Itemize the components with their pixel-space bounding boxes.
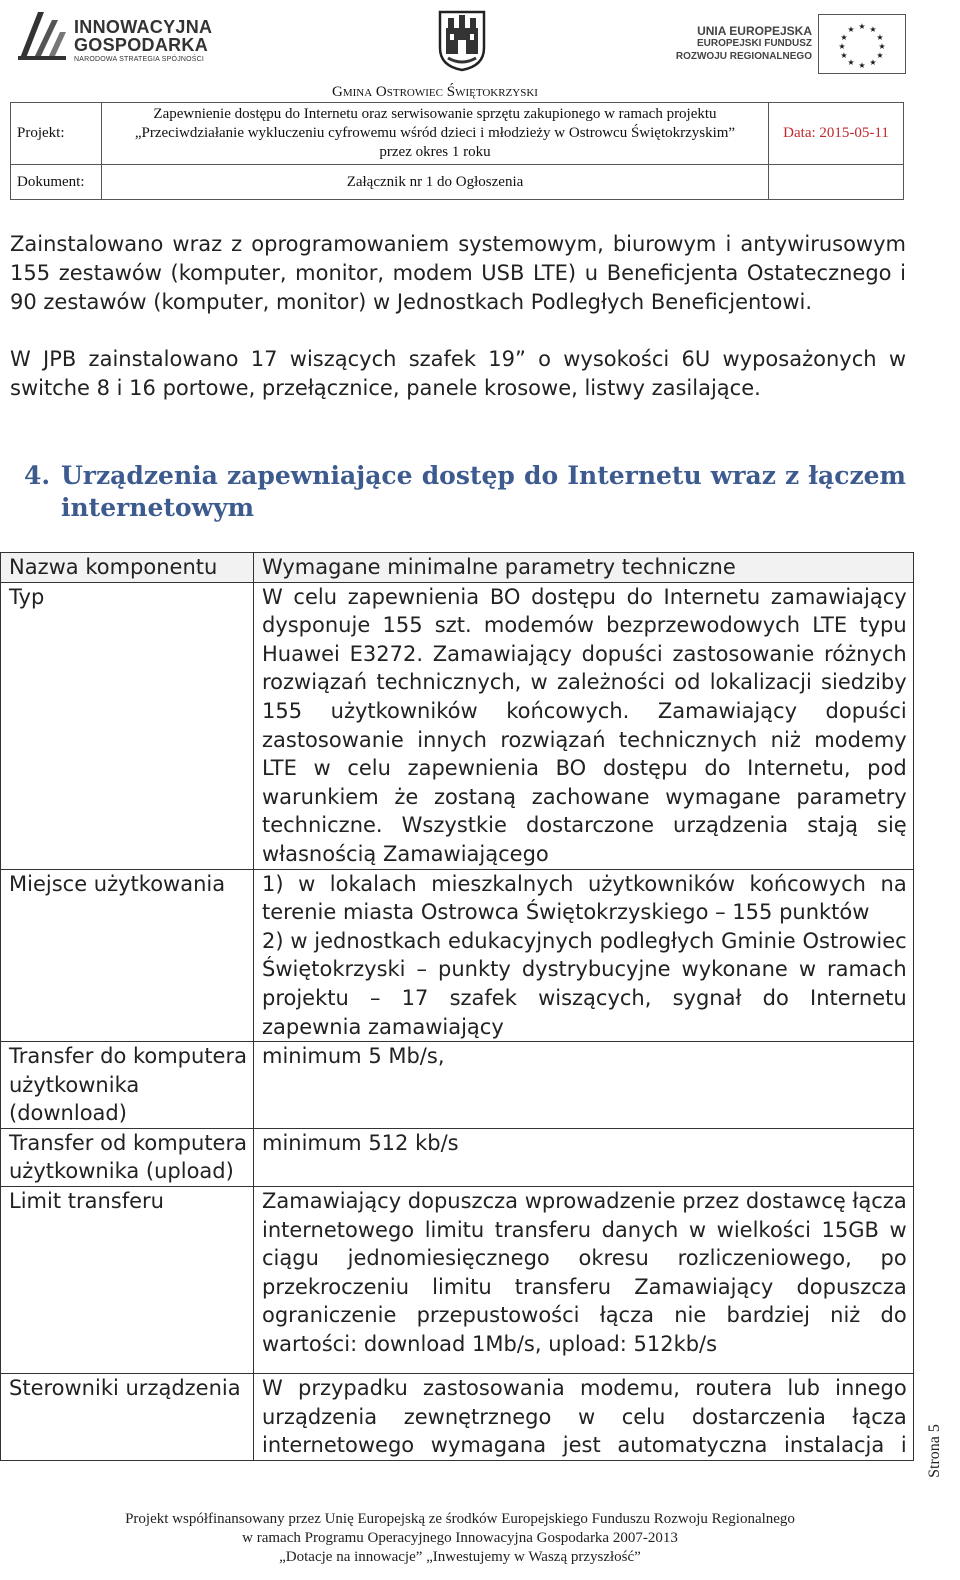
table-header-row [1,553,914,583]
city-crest-emblem [438,10,486,72]
footer-line-1: Projekt współfinansowany przez Unię Europejską ze środków Europejskiego Funduszu Rozwoju Regionalnego [125,1511,795,1527]
row-name-line: użytkownika (upload) [9,1159,234,1184]
row-name-line: Sterowniki urządzenia [9,1376,241,1401]
eu-logo-line-1: UNIA EUROPEJSKA [697,24,812,38]
intro-p1-line-3: 90 zestawów (komputer, monitor) w Jednostkach Podległych Beneficjentowi. [10,290,813,314]
project-title [102,103,769,165]
row-value-line: internetowego wymagana jest automatyczna instalacja i [261,1433,907,1458]
section-heading [24,460,906,526]
table-row [1,1042,914,1129]
svg-text:★: ★ [858,61,866,70]
row-name-line: Miejsce użytkowania [9,871,226,896]
intro-p1-line-1: Zainstalowano wraz z oprogramowaniem systemowym, biurowym i antywirusowym [10,232,906,256]
row-name-upload [1,1128,254,1186]
eu-flag-icon [818,14,906,74]
footer-line-3: „Dotacje na innowacje” „Inwestujemy w Waszą przyszłość” [279,1549,641,1565]
row-value-line: Huawei E3272. Zamawiający dopuści zastosowanie różnych [261,641,907,666]
row-name-typ [1,582,254,869]
row-value-download [253,1042,913,1129]
row-value-line: projektu – 17 szafek wiszących, sygnał do Internetu [261,985,907,1010]
row-value-line: zapewnia zamawiający [261,1014,504,1039]
project-title-line-1: Zapewnienie dostępu do Internetu oraz serwisowanie sprzętu zakupionego w ramach projektu [153,106,717,122]
project-title-line-3: przez okres 1 roku [379,144,491,160]
intro-p2-line-2: switche 8 i 16 portowe, przełącznice, panele krosowe, listwy zasilające. [10,376,761,400]
row-value-line: ograniczenie przepustowości łącza nie bardziej niż do [261,1303,907,1328]
row-value-line: zastosowanie innych rozwiązań technicznych niż modemy [261,727,907,752]
page-number-text: Strona 5 [925,1424,943,1478]
eu-logo-line-2: EUROPEJSKI FUNDUSZ [696,38,812,49]
table-header-component: Nazwa komponentu [1,553,254,583]
row-value-sterowniki [253,1374,913,1461]
row-value-line: Świętokrzyski – punkty dystrybucyjne wykonane w ramach [261,957,907,982]
page-number-label [925,1420,954,1490]
row-name-miejsce [1,869,254,1042]
intro-paragraph-2 [10,345,906,403]
row-value-line: wartości: download 1Mb/s, upload: 512kb/s [261,1332,718,1357]
row-name-line: (download) [9,1101,127,1126]
svg-text:★: ★ [847,58,855,67]
document-value: Załącznik nr 1 do Ogłoszenia [102,165,769,200]
table-row [1,869,914,1042]
row-value-line: przekroczeniu limitu transferu Zamawiający dopuszcza [261,1274,907,1299]
row-value-line: LTE w celu zapewnienia BO dostępu do Internetu, pod [261,756,907,781]
innowacyjna-gospodarka-logo [12,2,232,72]
document-date: Data: 2015-05-11 [769,103,904,165]
row-value-line: terenie miasta Ostrowca Świętokrzyskiego – 155 punktów [261,900,870,925]
row-name-sterowniki [1,1374,254,1461]
row-name-line: użytkownika [9,1072,140,1097]
row-value-line: minimum 5 Mb/s, [261,1044,445,1069]
document-header-table [10,82,904,200]
table-row [1,1187,914,1374]
project-label: Projekt: [11,103,102,165]
row-value-line: 2) w jednostkach edukacyjnych podległych Gminie Ostrowiec [261,928,907,953]
svg-text:★: ★ [840,33,848,42]
logo-line-3: NARODOWA STRATEGIA SPÓJNOŚCI [74,56,205,63]
row-name-download [1,1042,254,1129]
row-name-line: Typ [9,584,45,609]
row-value-line: 1) w lokalach mieszkalnych użytkowników końcowych na [261,871,907,896]
svg-text:★: ★ [838,42,846,51]
row-value-line: ciągu jednomiesięcznego okresu rozliczeniowego, po [261,1246,907,1271]
requirements-table [0,552,914,1461]
svg-text:★: ★ [869,58,877,67]
intro-p1-line-2: 155 zestawów (komputer, monitor, modem USB LTE) u Beneficjenta Ostatecznego i [10,261,906,285]
section-number: 4. [24,461,51,490]
eu-logo-line-3: ROZWOJU REGIONALNEGO [675,51,812,62]
svg-text:★: ★ [858,22,866,31]
section-title-line-2: internetowym [61,493,255,522]
row-value-line: internetowego limitu transferu danych w wielkości 15GB w [261,1217,907,1242]
row-value-line: Zamawiający dopuszcza wprowadzenie przez dostawcę łącza [261,1189,907,1214]
row-value-line: techniczne. Wszystkie dostarczone urządzenia stają się [261,813,907,838]
eu-logo [660,12,910,78]
table-header-parameters: Wymagane minimalne parametry techniczne [253,553,913,583]
intro-p2-line-1: W JPB zainstalowano 17 wiszących szafek 19” o wysokości 6U wyposażonych w [10,347,906,371]
row-value-line: warunkiem że zostaną zachowane wymagane parametry [261,784,907,809]
row-value-line: własnością Zamawiającego [261,841,549,866]
svg-text:★: ★ [878,42,886,51]
logo-line-1: INNOWACYJNA [74,17,213,37]
row-name-line: Limit transferu [9,1189,164,1214]
row-value-limit [253,1187,913,1374]
row-value-miejsce [253,869,913,1042]
row-name-limit [1,1187,254,1374]
svg-text:★: ★ [847,25,855,34]
organization-name: Gmina Ostrowiec Świętokrzyski [102,82,769,103]
document-label: Dokument: [11,165,102,200]
row-value-line: dysponuje 155 szt. modemów bezprzewodowych LTE typu [261,613,907,638]
row-value-line: rozwiązań technicznych, w zależności od lokalizacji siedziby [261,670,907,695]
row-name-line: Transfer do komputera [9,1044,247,1069]
table-row [1,582,914,869]
row-value-line: W przypadku zastosowania modemu, routera lub innego [261,1376,907,1401]
row-value-line: urządzenia zewnętrznego w celu dostarczenia łącza [261,1404,907,1429]
row-value-line: 155 użytkowników końcowych. Zamawiający dopuści [261,698,907,723]
row-value-typ [253,582,913,869]
table-row [1,1374,914,1461]
row-value-line: W celu zapewnienia BO dostępu do Internetu zamawiający [261,584,907,609]
svg-text:★: ★ [876,51,884,60]
svg-text:★: ★ [840,51,848,60]
svg-text:★: ★ [869,25,877,34]
footer [0,1510,920,1567]
table-row [1,1128,914,1186]
row-name-line: Transfer od komputera [9,1130,247,1155]
innowacyjna-gospodarka-icon [14,6,68,64]
svg-text:★: ★ [876,33,884,42]
row-value-line: minimum 512 kb/s [261,1130,459,1155]
row-value-upload [253,1128,913,1186]
section-title-line-1: Urządzenia zapewniające dostęp do Internetu wraz z łączem [61,461,906,490]
footer-line-2: w ramach Programu Operacyjnego Innowacyjna Gospodarka 2007-2013 [242,1530,678,1546]
header-empty-cell [769,165,904,200]
intro-paragraph-1 [10,230,906,317]
project-title-line-2: „Przeciwdziałanie wykluczeniu cyfrowemu wśród dzieci i młodzieży w Ostrowcu Świętokrzyskim” [134,125,736,141]
logo-line-2: GOSPODARKA [74,35,209,55]
